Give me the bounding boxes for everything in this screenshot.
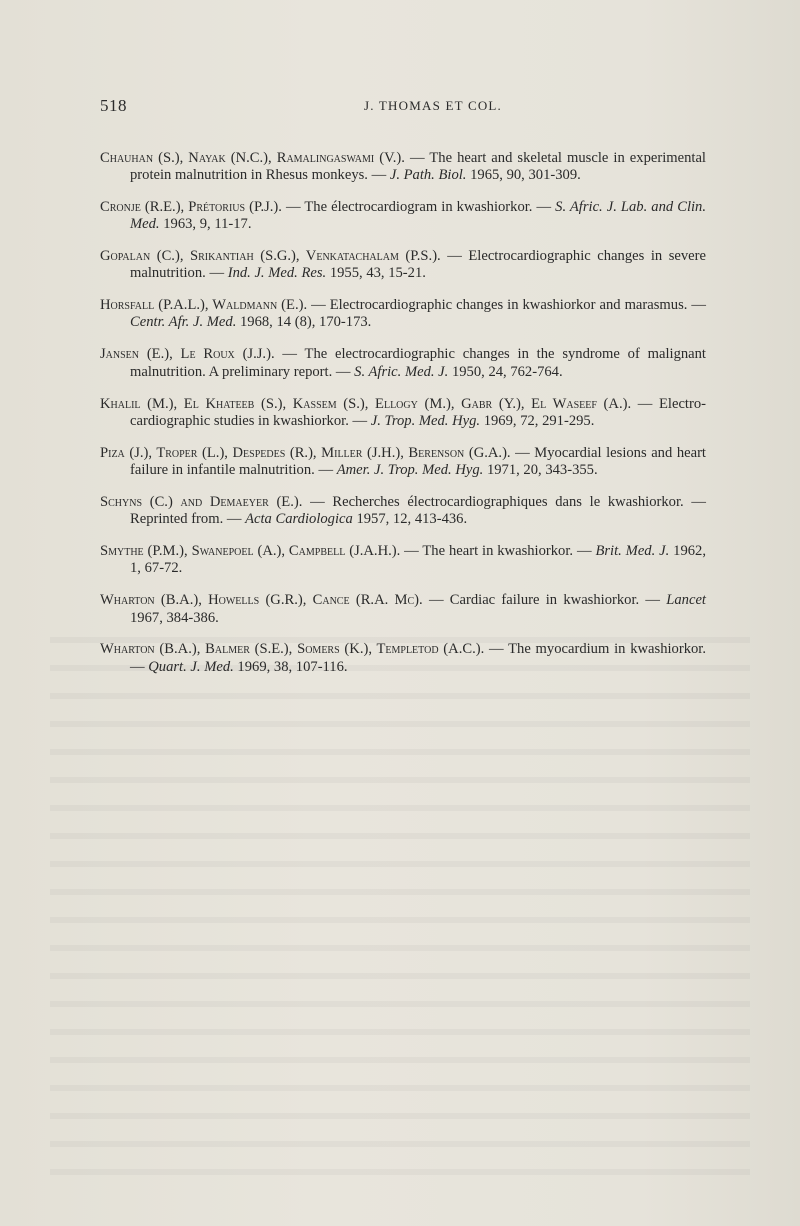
reference-authors: Cronje (R.E.), Prétorius (P.J.).	[100, 198, 282, 215]
reference-title: — The électrocardiogram in kwashiorkor. —	[281, 198, 556, 215]
reference-entry	[100, 150, 706, 185]
reference-entry	[100, 543, 706, 578]
reference-journal: Ind. J. Med. Res.	[227, 265, 327, 282]
reference-list	[100, 135, 706, 685]
reference-details: 1969, 38, 107-116.	[233, 658, 348, 675]
reference-authors: Horsfall (P.A.L.), Waldmann (E.).	[100, 297, 308, 314]
reference-entry	[100, 346, 706, 381]
reference-details: 1957, 12, 413-436.	[352, 511, 468, 528]
reference-journal: Quart. J. Med.	[148, 658, 234, 675]
reference-authors: Wharton (B.A.), Balmer (S.E.), Somers (K.), Templetod (A.C.).	[100, 641, 485, 658]
reference-journal: Acta Cardiologica	[245, 511, 353, 528]
reference-title: — Cardiac failure in kwashiorkor. —	[422, 592, 667, 609]
page-header	[100, 96, 706, 120]
reference-details: 1963, 9, 11-17.	[159, 216, 252, 233]
reference-title: — Myocardial lesions and heart failure in infantile malnutrition. —	[130, 444, 706, 479]
reference-title: — The electrocardiographic changes in the syndrome of malignant malnutrition. A preliminary report. —	[130, 346, 706, 380]
page-number: 518	[100, 96, 127, 115]
reference-authors: Gopalan (C.), Srikantiah (S.G.), Venkatachalam (P.S.).	[100, 247, 441, 264]
reference-authors: Wharton (B.A.), Howells (G.R.), Cance (R.A. Mc).	[100, 592, 423, 609]
reference-entry	[100, 494, 706, 529]
reference-details: 1971, 20, 343-355.	[483, 462, 598, 479]
reference-title: — Recherches électrocardiographiques dans le kwashiorkor. — Reprinted from. —	[130, 493, 706, 528]
reference-details: 1962, 1, 67-72.	[130, 543, 707, 577]
reference-journal: J. Path. Biol.	[389, 166, 467, 183]
show-through-texture	[40, 620, 760, 1180]
reference-details: 1968, 14 (8), 170-173.	[236, 314, 372, 331]
reference-journal: S. Afric. J. Lab. and Clin. Med.	[130, 198, 707, 233]
reference-entry	[100, 297, 706, 332]
reference-title: — Electrocardiographic changes in kwashiorkor and marasmus. —	[307, 297, 707, 314]
reference-entry	[100, 248, 706, 283]
reference-authors: Schyns (C.) and Demaeyer (E.).	[100, 493, 303, 510]
reference-details: 1965, 90, 301-309.	[466, 166, 581, 183]
reference-authors: Chauhan (S.), Nayak (N.C.), Ramalingaswami (V.).	[100, 149, 405, 166]
reference-authors: Smythe (P.M.), Swanepoel (A.), Campbell (J.A.H.).	[100, 543, 401, 560]
reference-entry	[100, 199, 706, 234]
reference-title: — Electrocardiographic changes in severe malnutrition. —	[130, 247, 706, 282]
running-head: J. THOMAS ET COL.	[363, 98, 503, 113]
reference-authors: Khalil (M.), El Khateeb (S.), Kassem (S.), Ellogy (M.), Gabr (Y.), El Waseef (A.).	[100, 395, 632, 412]
reference-details: 1967, 384-386.	[130, 609, 219, 626]
reference-details: 1950, 24, 762-764.	[448, 363, 563, 380]
reference-title: — The myocardium in kwashiorkor. —	[130, 641, 706, 675]
reference-details: 1969, 72, 291-295.	[480, 412, 595, 429]
reference-journal: Amer. J. Trop. Med. Hyg.	[336, 462, 484, 479]
reference-journal: S. Afric. Med. J.	[354, 363, 449, 380]
reference-journal: Brit. Med. J.	[595, 543, 670, 560]
reference-authors: Jansen (E.), Le Roux (J.J.).	[100, 346, 275, 363]
reference-journal: J. Trop. Med. Hyg.	[370, 412, 481, 429]
reference-title: — The heart in kwashiorkor. —	[400, 543, 596, 560]
reference-title: — The heart and skeletal muscle in experimental protein malnutrition in Rhesus monkeys. —	[130, 149, 706, 183]
reference-journal: Lancet	[666, 592, 706, 609]
reference-authors: Piza (J.), Troper (L.), Despedes (R.), Miller (J.H.), Berenson (G.A.).	[100, 444, 511, 461]
reference-details: 1955, 43, 15-21.	[326, 265, 426, 282]
reference-journal: Centr. Afr. J. Med.	[130, 314, 237, 331]
reference-title: — Electro-cardiographic studies in kwashiorkor. —	[130, 395, 706, 429]
reference-entry	[100, 592, 706, 627]
reference-entry	[100, 641, 706, 676]
reference-entry	[100, 396, 706, 431]
reference-entry	[100, 445, 706, 480]
